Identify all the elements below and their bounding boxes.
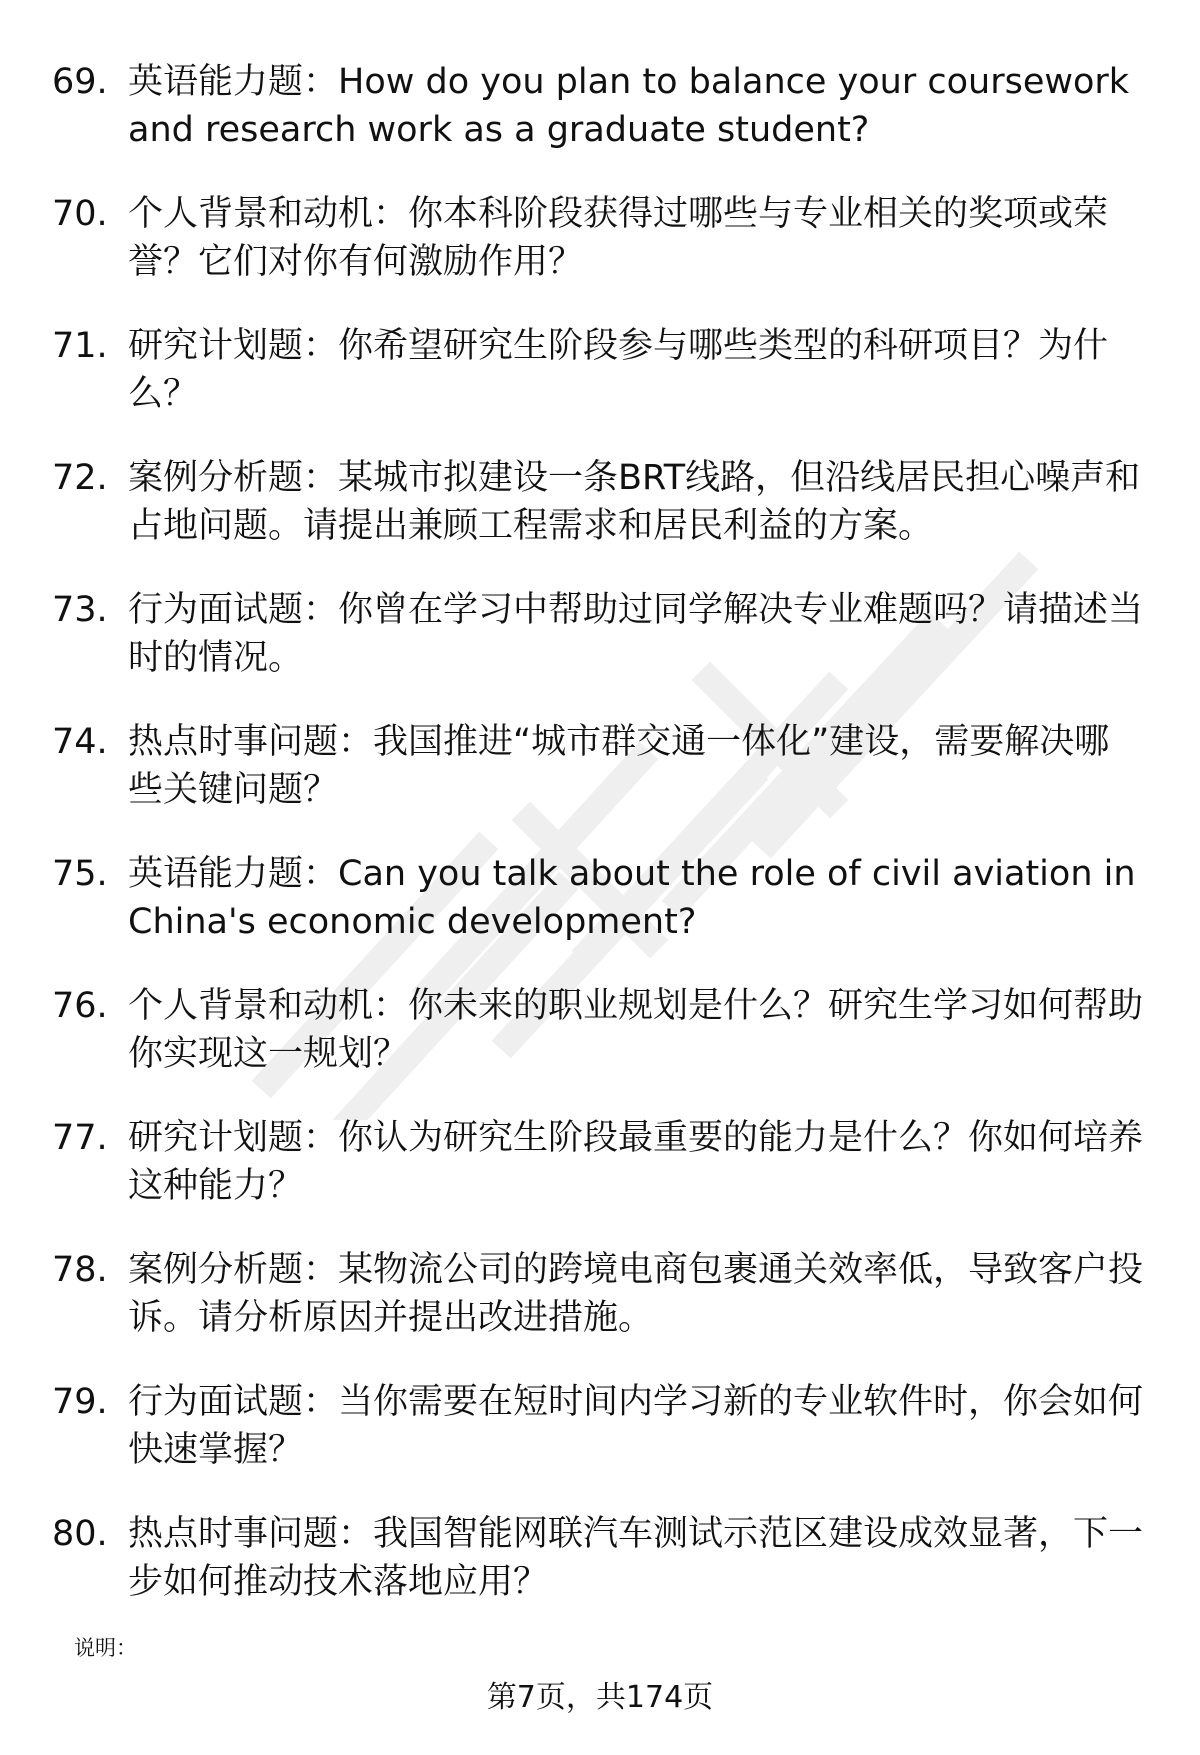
question-item — [0, 982, 1200, 1114]
question-text: 个人背景和动机：你未来的职业规划是什么？研究生学习如何帮助你实现这一规划？ — [128, 986, 1144, 1074]
question-text: 热点时事问题：我国智能网联汽车测试示范区建设成效显著，下一步如何推动技术落地应用？ — [128, 1514, 1144, 1602]
question-number: 72. — [52, 458, 108, 498]
question-text: 英语能力题：Can you talk about the role of civil aviation in China's economic development? — [128, 854, 1136, 942]
question-item — [0, 1114, 1200, 1246]
question-text: 行为面试题：当你需要在短时间内学习新的专业软件时，你会如何快速掌握？ — [128, 1382, 1144, 1470]
question-text: 研究计划题：你认为研究生阶段最重要的能力是什么？你如何培养这种能力？ — [128, 1118, 1144, 1206]
question-text: 热点时事问题：我国推进“城市群交通一体化”建设，需要解决哪些关键问题？ — [128, 722, 1110, 810]
question-list — [0, 58, 1200, 1642]
question-item — [0, 586, 1200, 718]
question-number: 75. — [52, 854, 108, 894]
question-text: 研究计划题：你希望研究生阶段参与哪些类型的科研项目？为什么？ — [128, 326, 1109, 414]
question-number: 70. — [52, 194, 108, 234]
question-number: 71. — [52, 326, 108, 366]
question-item — [0, 1246, 1200, 1378]
question-text: 个人背景和动机：你本科阶段获得过哪些与专业相关的奖项或荣誉？它们对你有何激励作用？ — [128, 194, 1109, 282]
question-item — [0, 454, 1200, 586]
question-number: 74. — [52, 722, 108, 762]
question-number: 69. — [52, 62, 108, 102]
question-item — [0, 718, 1200, 850]
note-label: 说明： — [74, 1636, 137, 1660]
question-item — [0, 850, 1200, 982]
question-item — [0, 58, 1200, 190]
question-number: 77. — [52, 1118, 108, 1158]
question-item — [0, 322, 1200, 454]
question-number: 76. — [52, 986, 108, 1026]
question-text: 案例分析题：某物流公司的跨境电商包裹通关效率低，导致客户投诉。请分析原因并提出改进措施。 — [128, 1250, 1144, 1338]
question-number: 79. — [52, 1382, 108, 1422]
page-footer: 第7页，共174页 — [486, 1680, 714, 1715]
question-number: 73. — [52, 590, 108, 630]
question-text: 英语能力题：How do you plan to balance your coursework and research work as a graduate student? — [128, 62, 1130, 150]
question-item — [0, 1378, 1200, 1510]
question-number: 80. — [52, 1514, 108, 1554]
question-text: 行为面试题：你曾在学习中帮助过同学解决专业难题吗？请描述当时的情况。 — [128, 590, 1144, 678]
question-item — [0, 1510, 1200, 1642]
question-text: 案例分析题：某城市拟建设一条BRT线路，但沿线居民担心噪声和占地问题。请提出兼顾工程需求和居民利益的方案。 — [128, 458, 1141, 546]
question-item — [0, 190, 1200, 322]
question-number: 78. — [52, 1250, 108, 1290]
